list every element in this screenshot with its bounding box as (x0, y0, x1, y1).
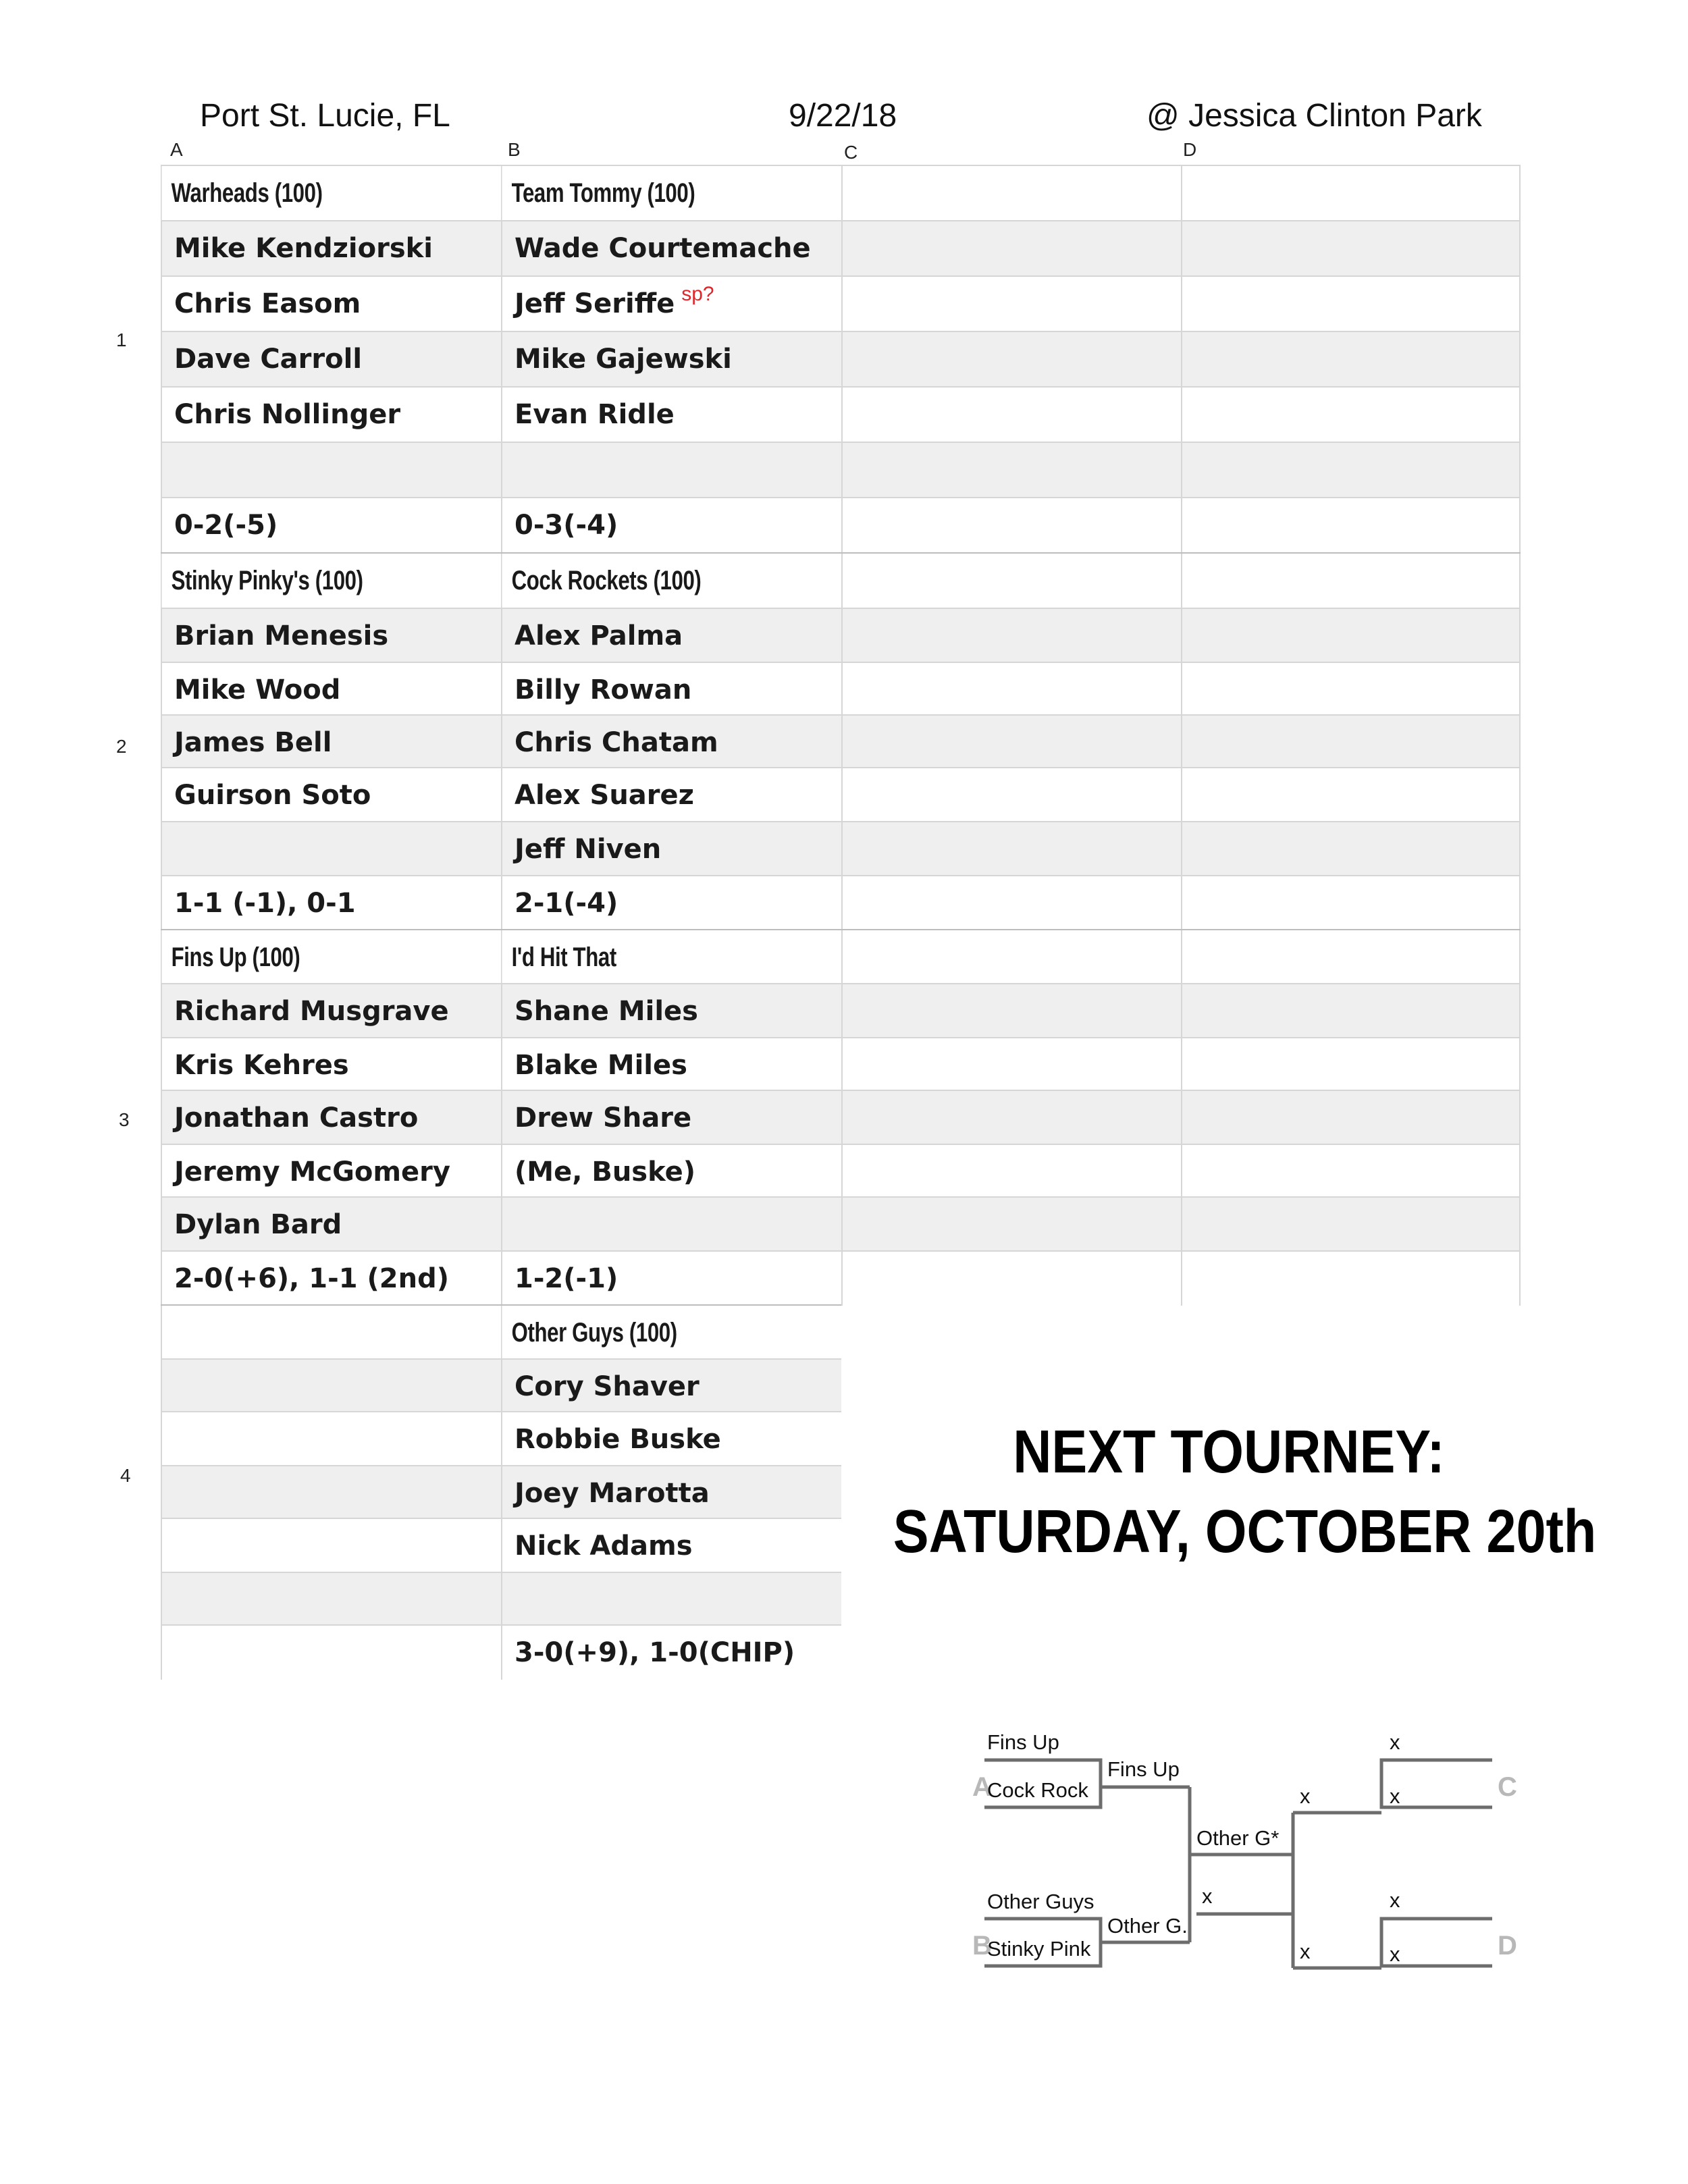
bracket-entry: x (1390, 1888, 1400, 1912)
table-row (161, 497, 1521, 552)
empty-cell (1181, 1091, 1521, 1145)
bracket-side-d: D (1498, 1931, 1517, 1961)
table-row (161, 1090, 1521, 1144)
empty-cell (841, 822, 1181, 876)
player-name: Dylan Bard (161, 1198, 501, 1252)
table-row (161, 983, 1521, 1037)
team-name: Other Guys (100) (501, 1306, 766, 1360)
bracket-side-a: A (972, 1772, 992, 1802)
player-name: Mike Gajewski (501, 332, 841, 386)
bracket-entry: Stinky Pink (987, 1937, 1091, 1961)
player-name: Chris Easom (161, 277, 501, 331)
player-name: Wade Courtemache (501, 221, 841, 275)
empty-cell (841, 166, 1181, 220)
empty-cell (161, 1573, 501, 1627)
table-row (161, 1465, 841, 1518)
team-name: I'd Hit That (501, 930, 766, 984)
spelling-note: sp? (681, 283, 714, 305)
table-row (161, 165, 1521, 220)
date-text: 9/22/18 (789, 98, 897, 134)
team-name: Team Tommy (100) (501, 166, 766, 220)
empty-cell (161, 1519, 501, 1573)
table-row (161, 767, 1521, 821)
player-name: Robbie Buske (501, 1412, 841, 1466)
column-letter-a: A (170, 139, 183, 160)
empty-cell (1181, 1198, 1521, 1252)
table-row (161, 662, 1521, 714)
record-text: 1-1 (-1), 0-1 (161, 876, 501, 930)
empty-cell (1181, 609, 1521, 663)
empty-cell (841, 930, 1181, 984)
empty-cell (841, 1091, 1181, 1145)
player-name: Mike Kendziorski (161, 221, 501, 275)
empty-cell (1181, 876, 1521, 930)
empty-cell (841, 554, 1181, 608)
column-letter-d: D (1183, 139, 1197, 160)
player-name: Kris Kehres (161, 1038, 501, 1092)
empty-cell (841, 498, 1181, 552)
player-name: Brian Menesis (161, 609, 501, 663)
bracket-entry: Fins Up (987, 1730, 1059, 1754)
table-row (161, 1518, 841, 1572)
empty-cell (161, 1306, 501, 1360)
table-row (161, 929, 1521, 983)
tournament-bracket (972, 1725, 1526, 2022)
empty-cell (841, 332, 1181, 386)
bracket-entry: Other Guys (987, 1890, 1094, 1913)
table-row (161, 552, 1521, 608)
empty-cell (1181, 822, 1521, 876)
empty-cell (841, 716, 1181, 770)
record-text: 0-2(-5) (161, 498, 501, 552)
player-name: Jeff Niven (501, 822, 841, 876)
player-name: Mike Wood (161, 663, 501, 717)
empty-cell (1181, 166, 1521, 220)
team-name: Fins Up (100) (161, 930, 426, 984)
bracket-side-b: B (972, 1931, 992, 1961)
table-row (161, 386, 1521, 442)
announcement-line-2: SATURDAY, OCTOBER 20th (893, 1498, 1597, 1566)
group-number-3: 3 (119, 1109, 130, 1130)
empty-cell (501, 1198, 841, 1252)
record-text: 0-3(-4) (501, 498, 841, 552)
empty-cell (841, 984, 1181, 1038)
empty-cell (841, 277, 1181, 331)
table-row (161, 442, 1521, 497)
empty-cell (161, 822, 501, 876)
empty-cell (1181, 768, 1521, 822)
empty-cell (841, 876, 1181, 930)
empty-cell (161, 1626, 501, 1680)
empty-cell (1181, 930, 1521, 984)
table-row (161, 821, 1521, 875)
bracket-entry: x (1390, 1730, 1400, 1754)
bracket-entry: x (1202, 1884, 1213, 1908)
empty-cell (1181, 1038, 1521, 1092)
team-name: Warheads (100) (161, 166, 426, 220)
player-name: Drew Share (501, 1091, 841, 1145)
empty-cell (161, 1466, 501, 1520)
player-name: Dave Carroll (161, 332, 501, 386)
table-row (161, 331, 1521, 386)
record-text: 1-2(-1) (501, 1252, 841, 1306)
bracket-side-c: C (1498, 1772, 1517, 1802)
empty-cell (1181, 663, 1521, 717)
table-row (161, 1144, 1521, 1196)
empty-cell (841, 768, 1181, 822)
group-number-1: 1 (116, 329, 127, 350)
table-row (161, 1196, 1521, 1250)
bracket-lines (972, 1725, 1526, 2022)
player-name: Alex Palma (501, 609, 841, 663)
table-row (161, 220, 1521, 275)
bracket-entry: x (1390, 1784, 1400, 1808)
table-row (161, 1624, 841, 1678)
table-row (161, 875, 1521, 929)
empty-cell (1181, 388, 1521, 442)
empty-cell (841, 1145, 1181, 1199)
bracket-entry: Other G. (1107, 1914, 1188, 1938)
empty-cell (841, 1252, 1181, 1306)
empty-cell (1181, 554, 1521, 608)
empty-cell (841, 1198, 1181, 1252)
bracket-entry: Fins Up (1107, 1757, 1180, 1781)
record-text: 3-0(+9), 1-0(CHIP) (501, 1626, 841, 1680)
record-text: 2-1(-4) (501, 876, 841, 930)
empty-cell (1181, 984, 1521, 1038)
empty-cell (841, 388, 1181, 442)
player-name: Guirson Soto (161, 768, 501, 822)
empty-cell (161, 1360, 501, 1414)
player-name: Jonathan Castro (161, 1091, 501, 1145)
player-name: Jeff Seriffe (515, 288, 675, 319)
table-row (161, 714, 1521, 767)
empty-cell (1181, 221, 1521, 275)
player-name: James Bell (161, 716, 501, 770)
table-row (161, 1037, 1521, 1090)
player-name: Cory Shaver (501, 1360, 841, 1414)
player-name: Evan Ridle (501, 388, 841, 442)
player-name: Alex Suarez (501, 768, 841, 822)
player-name: Blake Miles (501, 1038, 841, 1092)
player-name: Nick Adams (501, 1519, 841, 1573)
bracket-entry: x (1300, 1784, 1311, 1808)
column-letter-c: C (844, 142, 858, 163)
empty-cell (161, 1412, 501, 1466)
record-text: 2-0(+6), 1-1 (2nd) (161, 1252, 501, 1306)
player-name-cell (501, 277, 841, 331)
empty-cell (161, 443, 501, 497)
empty-cell (501, 1573, 841, 1627)
player-name: (Me, Buske) (501, 1145, 841, 1199)
empty-cell (1181, 1252, 1521, 1306)
venue-text: @ Jessica Clinton Park (1146, 98, 1482, 134)
announcement-line-1: NEXT TOURNEY: (1013, 1418, 1445, 1486)
empty-cell (1181, 277, 1521, 331)
player-name: Chris Chatam (501, 716, 841, 770)
player-name: Richard Musgrave (161, 984, 501, 1038)
bracket-entry: x (1300, 1940, 1311, 1963)
player-name: Joey Marotta (501, 1466, 841, 1520)
empty-cell (1181, 498, 1521, 552)
location-text: Port St. Lucie, FL (200, 98, 450, 134)
column-letter-b: B (508, 139, 521, 160)
group-number-4: 4 (120, 1465, 131, 1486)
table-row (161, 1572, 841, 1624)
table-row (161, 1304, 841, 1358)
empty-cell (1181, 443, 1521, 497)
table-row (161, 608, 1521, 663)
table-row (161, 1358, 841, 1411)
empty-cell (841, 221, 1181, 275)
team-name: Cock Rockets (100) (501, 554, 766, 608)
group-number-2: 2 (116, 736, 127, 757)
empty-cell (841, 663, 1181, 717)
empty-cell (841, 443, 1181, 497)
empty-cell (841, 1038, 1181, 1092)
empty-cell (1181, 716, 1521, 770)
empty-cell (1181, 1145, 1521, 1199)
table-row (161, 1250, 1521, 1304)
empty-cell (841, 609, 1181, 663)
team-name: Stinky Pinky's (100) (161, 554, 426, 608)
player-name: Chris Nollinger (161, 388, 501, 442)
player-name: Jeremy McGomery (161, 1145, 501, 1199)
empty-cell (1181, 332, 1521, 386)
table-row (161, 1411, 841, 1465)
player-name: Shane Miles (501, 984, 841, 1038)
player-name: Billy Rowan (501, 663, 841, 717)
empty-cell (501, 443, 841, 497)
bracket-entry: x (1390, 1942, 1400, 1966)
table-row (161, 275, 1521, 331)
bracket-entry: Other G* (1196, 1826, 1280, 1850)
bracket-entry: Cock Rock (987, 1778, 1088, 1802)
